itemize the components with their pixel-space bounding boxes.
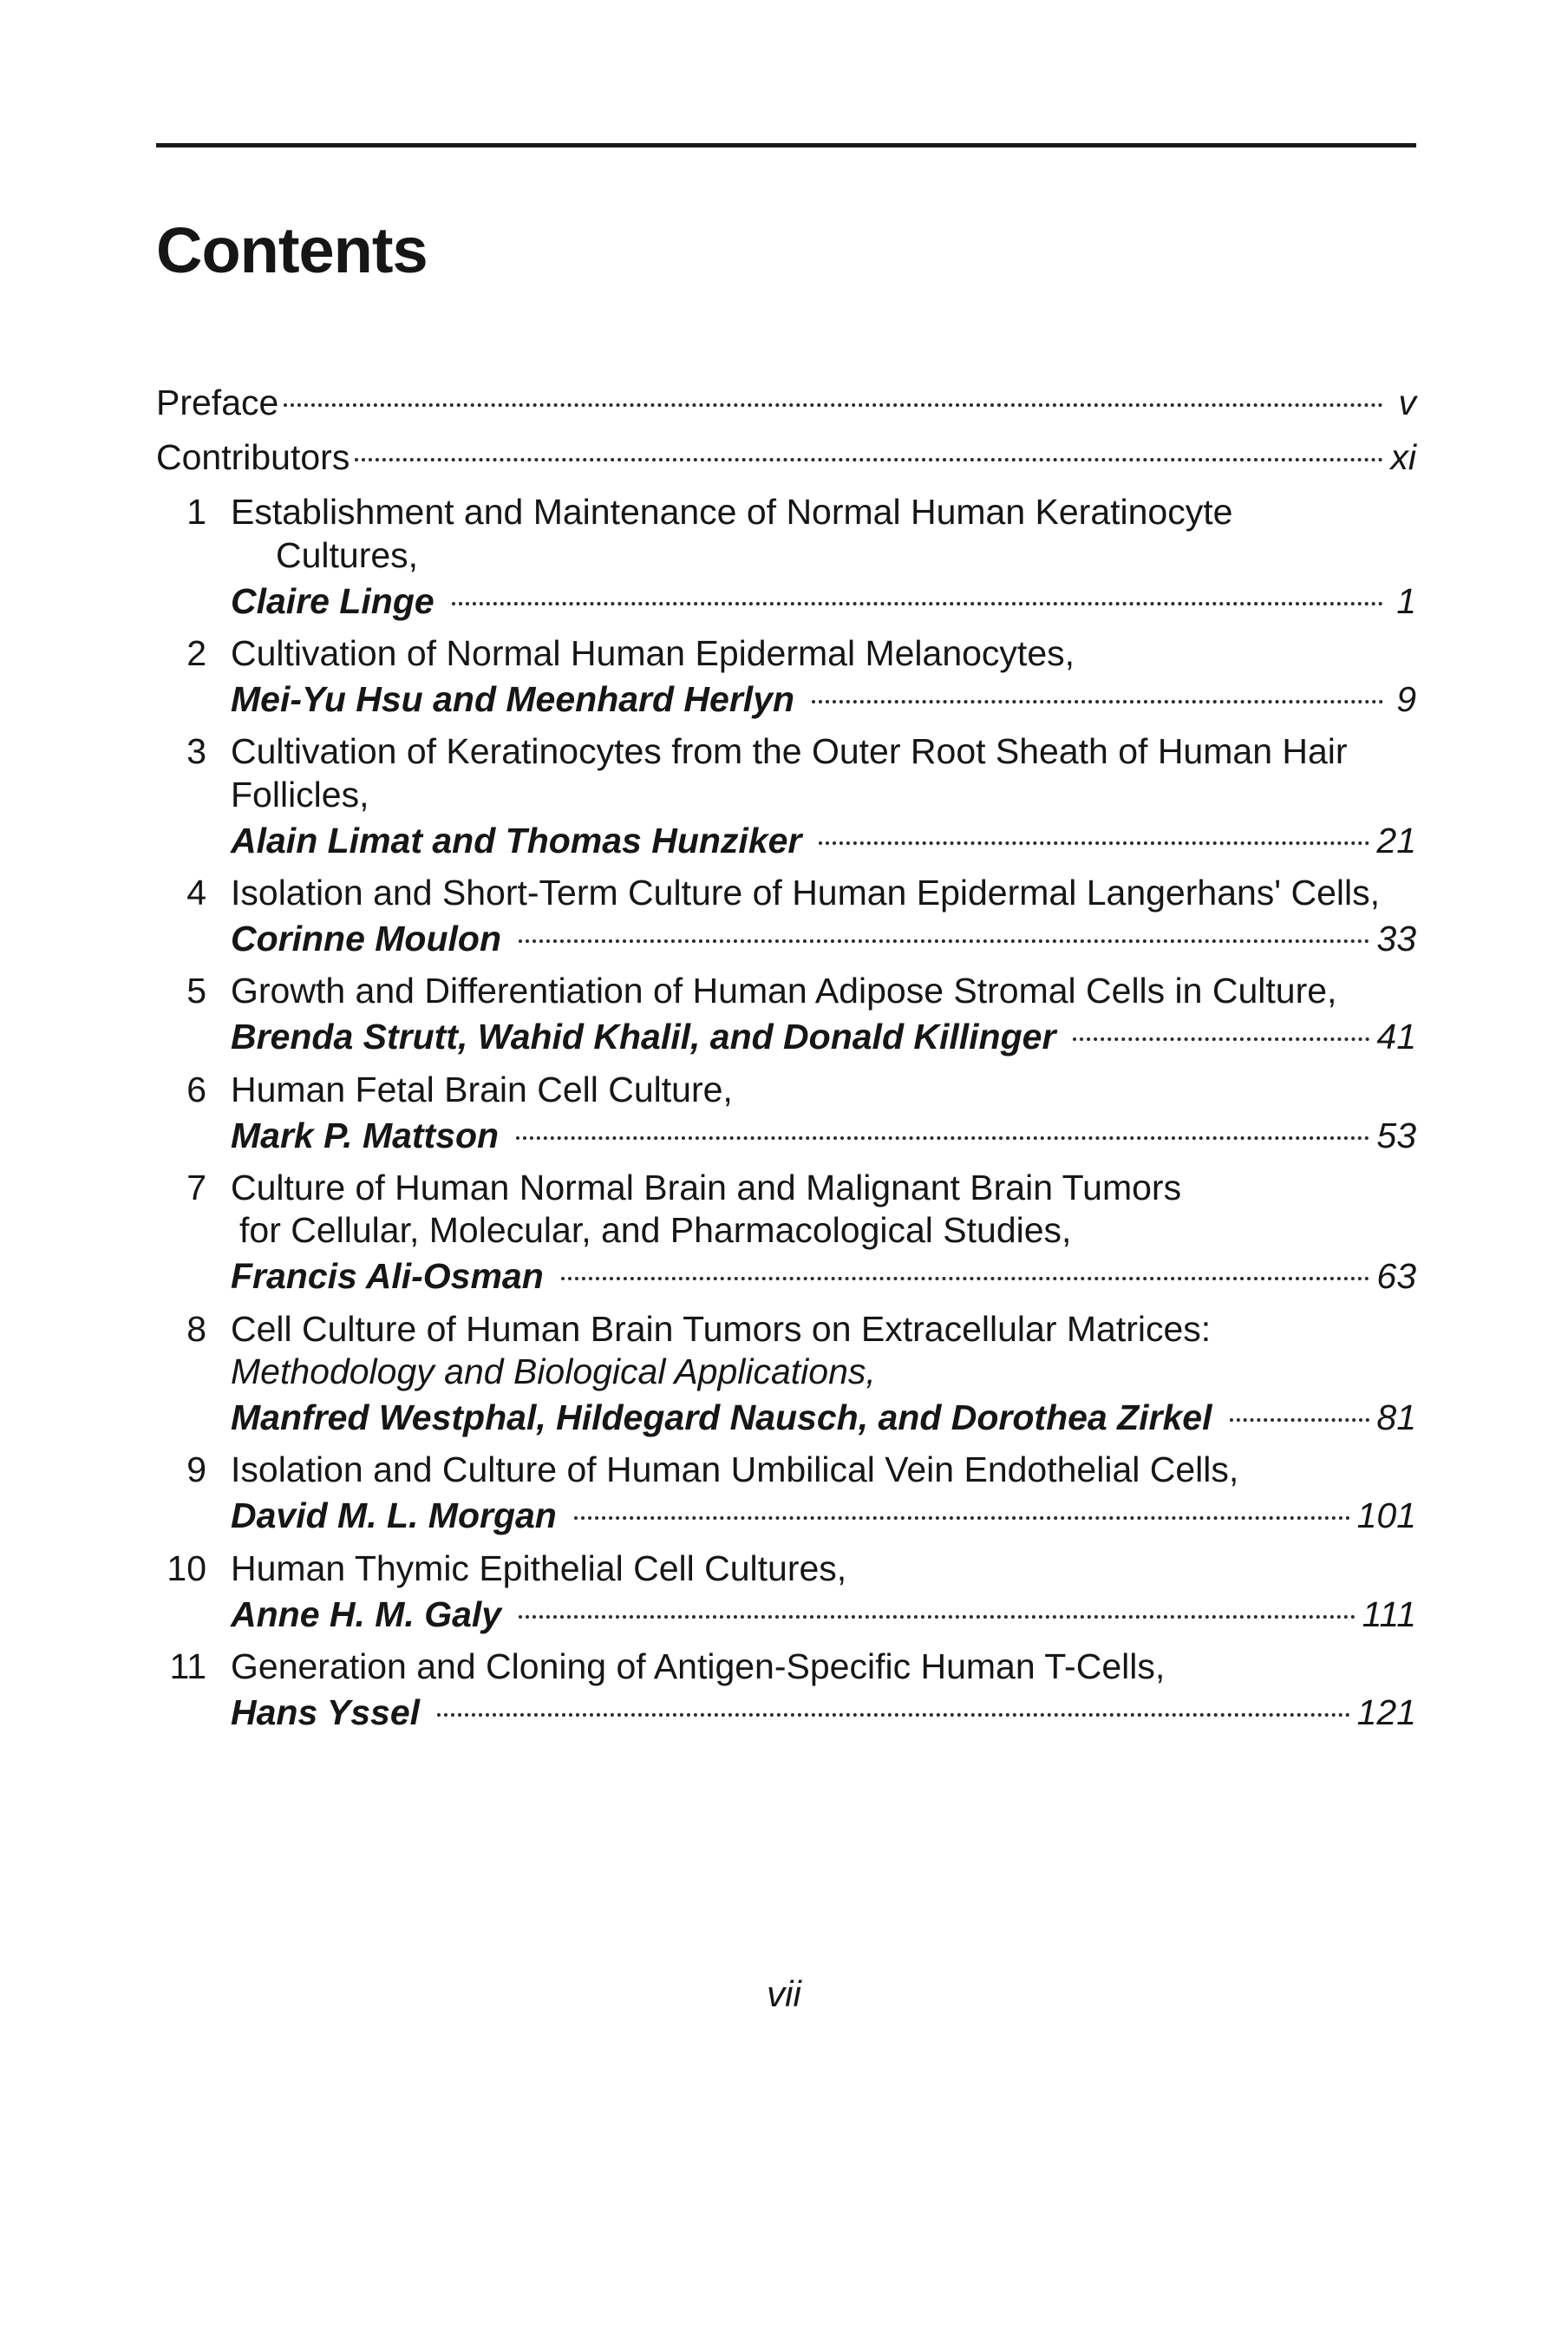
chapter-authors: Brenda Strutt, Wahid Khalil, and Donald Killinger <box>231 1017 1056 1057</box>
dot-leader <box>452 602 1383 605</box>
chapter-authors: Manfred Westphal, Hildegard Nausch, and Dorothea Zirkel <box>231 1397 1212 1437</box>
chapter-body <box>156 970 1416 1058</box>
chapter-number: 1 <box>186 492 206 533</box>
dot-leader <box>819 841 1369 845</box>
chapter-body <box>156 1069 1416 1157</box>
page-number: 101 <box>1356 1495 1416 1536</box>
chapter-body <box>156 491 1416 623</box>
chapter-body <box>156 1449 1416 1537</box>
toc-chapter-8[interactable] <box>156 1308 1416 1440</box>
chapter-author-line <box>231 1593 1416 1636</box>
dot-leader <box>574 1516 1350 1520</box>
chapter-title <box>231 1646 1416 1688</box>
chapter-title-text: Culture of Human Normal Brain and Malignant Brain Tumors <box>231 1168 1182 1207</box>
toc-entry-contributors[interactable] <box>156 436 1416 479</box>
dot-leader <box>1073 1037 1369 1041</box>
toc-chapter-2[interactable] <box>156 632 1416 721</box>
chapter-author-line <box>231 678 1416 721</box>
page-number: 81 <box>1376 1397 1416 1437</box>
toc-entry-preface[interactable] <box>156 382 1416 424</box>
chapter-body <box>156 1547 1416 1636</box>
chapter-title <box>231 1069 1416 1111</box>
chapter-subtitle: Methodology and Biological Applications, <box>231 1351 876 1391</box>
chapter-title <box>231 1167 1416 1252</box>
chapter-title-text: Isolation and Culture of Human Umbilical Vein Endothelial Cells, <box>231 1449 1239 1490</box>
chapter-author-line <box>231 580 1416 623</box>
chapter-author-line <box>231 1255 1416 1298</box>
chapter-authors: Claire Linge <box>231 580 434 621</box>
dot-leader <box>284 403 1383 407</box>
toc-label: Preface <box>156 383 279 422</box>
chapter-body <box>156 730 1416 862</box>
page-number: 1 <box>1396 580 1416 621</box>
page-title: Contents <box>156 214 428 286</box>
chapter-author-line <box>231 1016 1416 1058</box>
page-number: 63 <box>1376 1256 1416 1297</box>
dot-leader <box>355 458 1383 461</box>
chapter-number: 11 <box>169 1646 206 1686</box>
chapter-body <box>156 1167 1416 1299</box>
chapter-authors: Francis Ali-Osman <box>231 1256 544 1297</box>
toc-chapter-7[interactable] <box>156 1167 1416 1299</box>
page-folio: vii <box>767 1973 801 2014</box>
page-number: v <box>1398 383 1416 422</box>
toc-chapter-11[interactable] <box>156 1646 1416 1734</box>
chapter-authors: Anne H. M. Galy <box>231 1593 502 1634</box>
table-of-contents <box>156 382 1416 1744</box>
chapter-title <box>231 872 1416 914</box>
chapter-number: 9 <box>186 1449 206 1490</box>
chapter-title <box>231 1449 1416 1491</box>
toc-chapter-1[interactable] <box>156 491 1416 623</box>
chapter-number: 7 <box>186 1168 206 1207</box>
chapter-title-text: Human Thymic Epithelial Cell Cultures, <box>231 1547 847 1588</box>
page-number: 9 <box>1396 679 1416 720</box>
top-rule <box>156 143 1416 147</box>
chapter-title-continued: for Cellular, Molecular, and Pharmacological Studies, <box>239 1210 1072 1251</box>
toc-chapter-4[interactable] <box>156 872 1416 960</box>
chapter-author-line <box>231 820 1416 862</box>
chapter-title-text: Cultivation of Keratinocytes from the Outer Root Sheath of Human Hair Follicles, <box>231 731 1348 815</box>
chapter-body <box>156 1646 1416 1734</box>
page-number: 33 <box>1376 919 1416 959</box>
chapter-title-text: Cell Culture of Human Brain Tumors on Extracellular Matrices: <box>231 1308 1212 1349</box>
chapter-list <box>156 491 1416 1734</box>
dot-leader <box>519 939 1369 943</box>
chapter-title <box>231 970 1416 1012</box>
chapter-title-text: Human Fetal Brain Cell Culture, <box>231 1069 733 1109</box>
chapter-author-line <box>231 1115 1416 1157</box>
chapter-title-text: Growth and Differentiation of Human Adipose Stromal Cells in Culture, <box>231 971 1337 1011</box>
chapter-author-line <box>231 1495 1416 1537</box>
page-number: 121 <box>1356 1692 1416 1733</box>
dot-leader <box>561 1277 1370 1280</box>
chapter-author-line <box>231 918 1416 960</box>
chapter-authors: David M. L. Morgan <box>231 1495 557 1536</box>
chapter-authors: Mei-Yu Hsu and Meenhard Herlyn <box>231 679 795 720</box>
dot-leader <box>516 1136 1369 1140</box>
chapter-title <box>231 491 1416 576</box>
dot-leader <box>812 700 1383 703</box>
toc-chapter-5[interactable] <box>156 970 1416 1058</box>
chapter-title-text: Isolation and Short-Term Culture of Human Epidermal Langerhans' Cells, <box>231 872 1381 913</box>
chapter-number: 4 <box>186 872 206 913</box>
chapter-number: 2 <box>186 632 206 673</box>
page-number: 111 <box>1362 1593 1416 1634</box>
chapter-title-continued: Cultures, <box>276 534 419 575</box>
toc-label: Contributors <box>156 437 350 478</box>
chapter-body <box>156 872 1416 960</box>
page-number: xi <box>1390 437 1416 478</box>
chapter-number: 10 <box>167 1547 206 1588</box>
chapter-title-text: Establishment and Maintenance of Normal Human Keratinocyte <box>231 492 1233 533</box>
chapter-authors: Hans Yssel <box>231 1692 421 1733</box>
chapter-title-text: Cultivation of Normal Human Epidermal Melanocytes, <box>231 632 1075 673</box>
chapter-author-line <box>231 1691 1416 1734</box>
chapter-body <box>156 1308 1416 1440</box>
chapter-number: 6 <box>186 1069 206 1109</box>
dot-leader <box>519 1615 1356 1619</box>
chapter-title-text: Generation and Cloning of Antigen-Specific Human T-Cells, <box>231 1646 1166 1686</box>
toc-chapter-3[interactable] <box>156 730 1416 862</box>
chapter-number: 8 <box>186 1308 206 1349</box>
chapter-number: 3 <box>186 731 206 772</box>
toc-chapter-6[interactable] <box>156 1069 1416 1157</box>
chapter-authors: Mark P. Mattson <box>231 1115 500 1155</box>
chapter-title <box>231 632 1416 675</box>
page-number: 53 <box>1376 1115 1416 1155</box>
chapter-title <box>231 1547 1416 1590</box>
dot-leader <box>1230 1418 1370 1422</box>
chapter-number: 5 <box>186 971 206 1011</box>
page-number: 41 <box>1376 1017 1416 1057</box>
toc-chapter-9[interactable] <box>156 1449 1416 1537</box>
chapter-author-line <box>231 1397 1416 1439</box>
dot-leader <box>437 1713 1350 1717</box>
chapter-title <box>231 1308 1416 1393</box>
toc-chapter-10[interactable] <box>156 1547 1416 1636</box>
chapter-body <box>156 632 1416 721</box>
chapter-authors: Alain Limat and Thomas Hunziker <box>231 820 802 860</box>
chapter-title <box>231 730 1416 815</box>
page-number: 21 <box>1376 820 1416 860</box>
chapter-authors: Corinne Moulon <box>231 919 502 959</box>
